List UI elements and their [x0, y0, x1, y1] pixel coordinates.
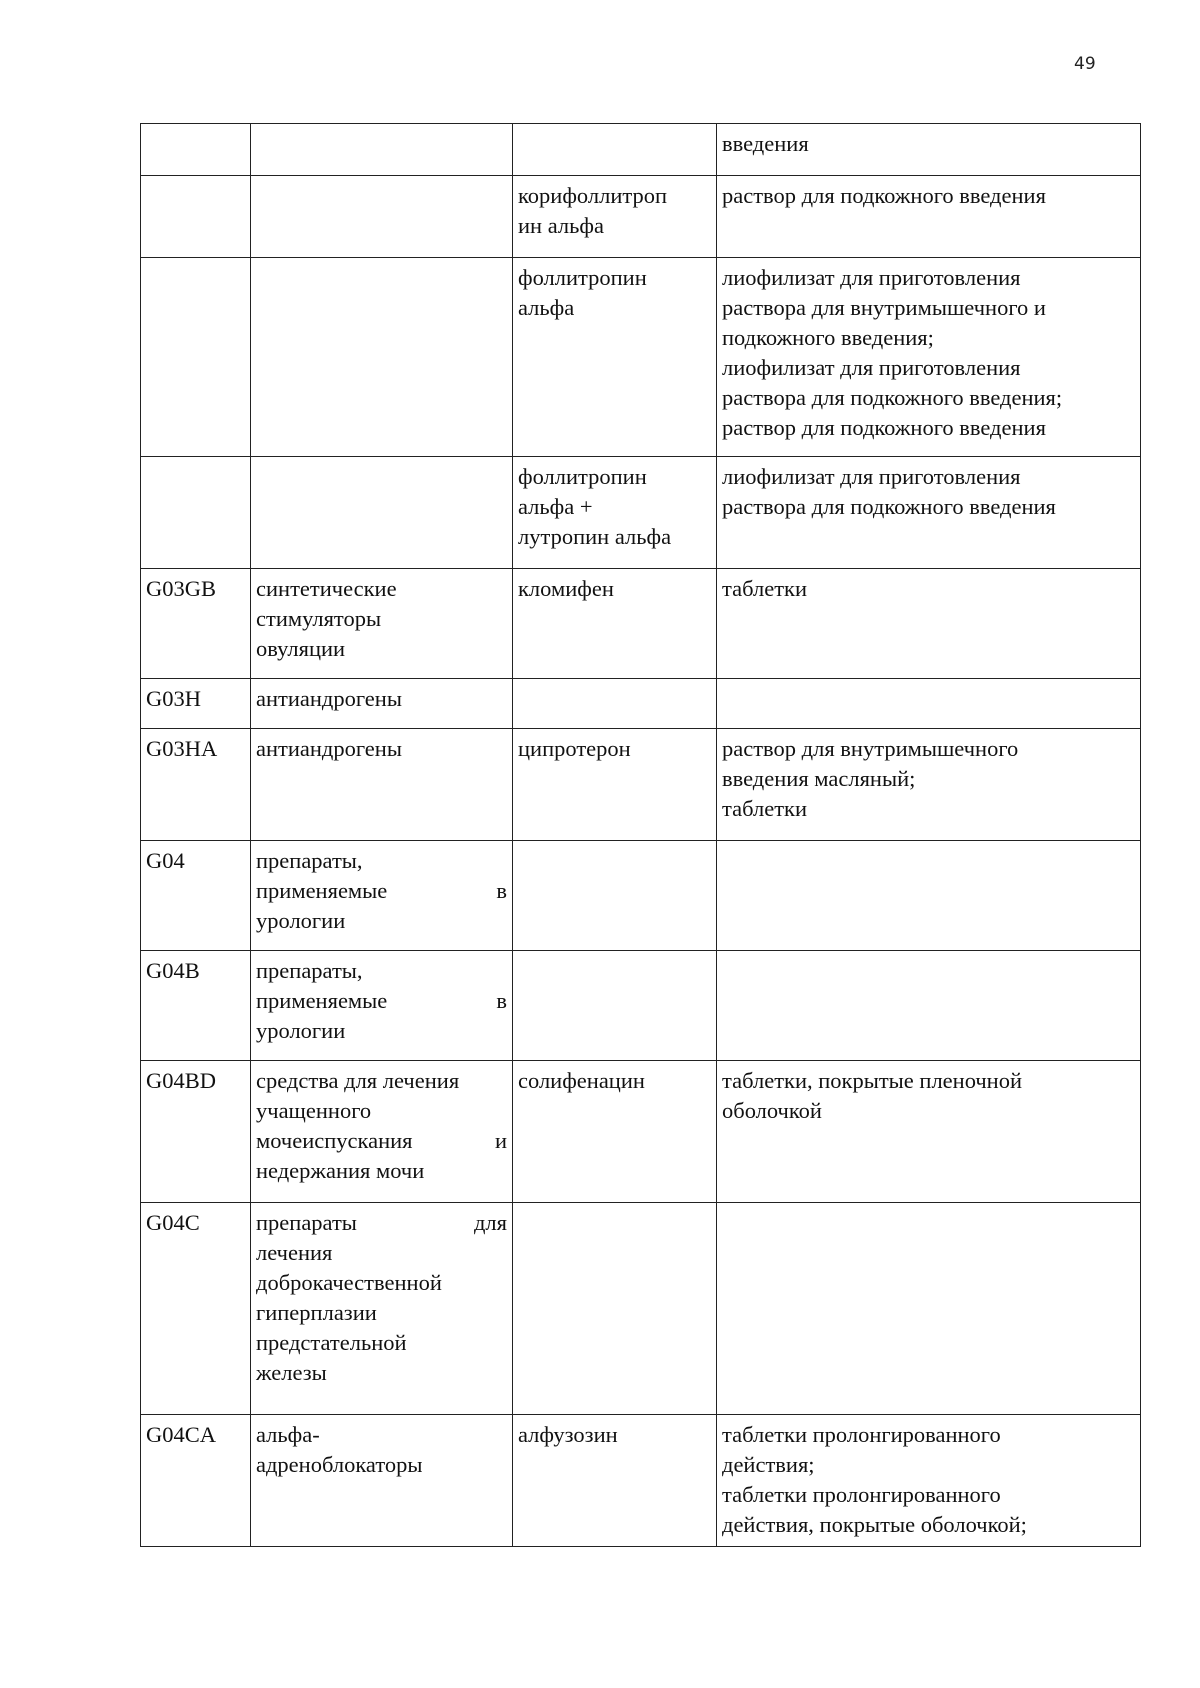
cell-text-line: стимуляторы: [256, 606, 382, 631]
cell-text-line: раствор для внутримышечного: [722, 736, 1019, 761]
cell-text-line: недержания мочи: [256, 1158, 425, 1183]
dosage-forms-cell: [717, 124, 1141, 176]
atc-code-cell: G04B: [141, 951, 251, 1061]
cell-text-line: препараты,: [256, 958, 363, 983]
substance-cell: [513, 569, 717, 679]
atc-code-cell: G04: [141, 841, 251, 951]
substance-cell: [513, 1415, 717, 1547]
atc-code-cell: [141, 124, 251, 176]
table-row: [141, 679, 1141, 729]
cell-text-line: таблетки пролонгированного: [722, 1482, 1001, 1507]
cell-text-line: антиандрогены: [256, 736, 402, 761]
substance-cell: [513, 258, 717, 457]
cell-text-line: урологии: [256, 1018, 346, 1043]
cell-text-line: таблетки: [722, 576, 808, 601]
page-number: 49: [1074, 54, 1096, 74]
cell-text-line: лиофилизат для приготовления: [722, 265, 1021, 290]
dosage-forms-cell: [717, 1415, 1141, 1547]
table-row: [141, 569, 1141, 679]
dosage-forms-cell: [717, 1203, 1141, 1415]
cell-text-line: действия, покрытые оболочкой;: [722, 1512, 1027, 1537]
group-name-cell: [251, 1061, 513, 1203]
cell-text-line: алфузозин: [518, 1422, 618, 1447]
cell-text-line: синтетические: [256, 576, 397, 601]
atc-code-cell: G04BD: [141, 1061, 251, 1203]
cell-text-line: применяемые в: [256, 878, 507, 903]
substance-cell: [513, 457, 717, 569]
substance-cell: [513, 841, 717, 951]
cell-text-line: гиперплазии: [256, 1300, 377, 1325]
cell-text-line: применяемые в: [256, 988, 507, 1013]
cell-text-line: кломифен: [518, 576, 614, 601]
substance-cell: [513, 176, 717, 258]
substance-cell: [513, 679, 717, 729]
dosage-forms-cell: [717, 951, 1141, 1061]
cell-text-line: средства для лечения: [256, 1068, 460, 1093]
atc-code-cell: [141, 457, 251, 569]
cell-text-line: антиандрогены: [256, 686, 402, 711]
cell-text-line: лиофилизат для приготовления: [722, 464, 1021, 489]
cell-text-line: таблетки, покрытые пленочной: [722, 1068, 1023, 1093]
cell-text-line: мочеиспускания и: [256, 1128, 507, 1153]
cell-text-line: таблетки пролонгированного: [722, 1422, 1001, 1447]
cell-text-line: раствора для внутримышечного и: [722, 295, 1046, 320]
dosage-forms-cell: [717, 569, 1141, 679]
cell-text-line: солифенацин: [518, 1068, 645, 1093]
table-row: [141, 124, 1141, 176]
cell-text-line: урологии: [256, 908, 346, 933]
group-name-cell: [251, 176, 513, 258]
cell-text-line: железы: [256, 1360, 327, 1385]
cell-text-line: фоллитропин: [518, 265, 647, 290]
group-name-cell: [251, 124, 513, 176]
dosage-forms-cell: [717, 258, 1141, 457]
cell-text-line: предстательной: [256, 1330, 407, 1355]
atc-code-cell: G03H: [141, 679, 251, 729]
group-name-cell: [251, 569, 513, 679]
cell-text-line: лутропин альфа: [518, 524, 672, 549]
table-row: [141, 1203, 1141, 1415]
group-name-cell: [251, 729, 513, 841]
table-row: [141, 951, 1141, 1061]
dosage-forms-cell: [717, 457, 1141, 569]
table-row: [141, 176, 1141, 258]
table-row: [141, 1415, 1141, 1547]
dosage-forms-cell: [717, 176, 1141, 258]
cell-text-line: раствора для подкожного введения: [722, 494, 1056, 519]
cell-text-line: адреноблокаторы: [256, 1452, 423, 1477]
table-row: [141, 1061, 1141, 1203]
cell-text-line: лиофилизат для приготовления: [722, 355, 1021, 380]
atc-code-cell: [141, 176, 251, 258]
table-row: [141, 258, 1141, 457]
atc-code-cell: G03GB: [141, 569, 251, 679]
cell-text-line: ципротерон: [518, 736, 631, 761]
cell-text-line: альфа-: [256, 1422, 320, 1447]
cell-text-line: фоллитропин: [518, 464, 647, 489]
cell-text-line: раствора для подкожного введения;: [722, 385, 1063, 410]
cell-text-line: альфа: [518, 295, 575, 320]
table-row: [141, 457, 1141, 569]
substance-cell: [513, 729, 717, 841]
group-name-cell: [251, 258, 513, 457]
dosage-forms-cell: [717, 841, 1141, 951]
cell-text-line: корифоллитроп: [518, 183, 668, 208]
atc-code-cell: G04C: [141, 1203, 251, 1415]
group-name-cell: [251, 457, 513, 569]
cell-text-line: лечения: [256, 1240, 333, 1265]
dosage-forms-cell: [717, 1061, 1141, 1203]
group-name-cell: [251, 1203, 513, 1415]
substance-cell: [513, 1203, 717, 1415]
table-row: [141, 841, 1141, 951]
substance-cell: [513, 1061, 717, 1203]
substance-cell: [513, 124, 717, 176]
dosage-forms-cell: [717, 679, 1141, 729]
atc-code-cell: G04CA: [141, 1415, 251, 1547]
cell-text-line: препараты,: [256, 848, 363, 873]
cell-text-line: введения: [722, 131, 809, 156]
cell-text-line: действия;: [722, 1452, 815, 1477]
cell-text-line: раствор для подкожного введения: [722, 415, 1046, 440]
cell-text-line: введения масляный;: [722, 766, 916, 791]
group-name-cell: [251, 679, 513, 729]
cell-text-line: подкожного введения;: [722, 325, 934, 350]
table-row: [141, 729, 1141, 841]
group-name-cell: [251, 1415, 513, 1547]
cell-text-line: овуляции: [256, 636, 346, 661]
cell-text-line: доброкачественной: [256, 1270, 442, 1295]
drug-table: [140, 123, 1141, 1547]
dosage-forms-cell: [717, 729, 1141, 841]
cell-text-line: альфа +: [518, 494, 593, 519]
atc-code-cell: G03HA: [141, 729, 251, 841]
cell-text-line: ин альфа: [518, 213, 604, 238]
group-name-cell: [251, 951, 513, 1061]
cell-text-line: таблетки: [722, 796, 808, 821]
cell-text-line: учащенного: [256, 1098, 372, 1123]
atc-code-cell: [141, 258, 251, 457]
substance-cell: [513, 951, 717, 1061]
group-name-cell: [251, 841, 513, 951]
cell-text-line: препараты для: [256, 1210, 507, 1235]
cell-text-line: оболочкой: [722, 1098, 822, 1123]
cell-text-line: раствор для подкожного введения: [722, 183, 1046, 208]
